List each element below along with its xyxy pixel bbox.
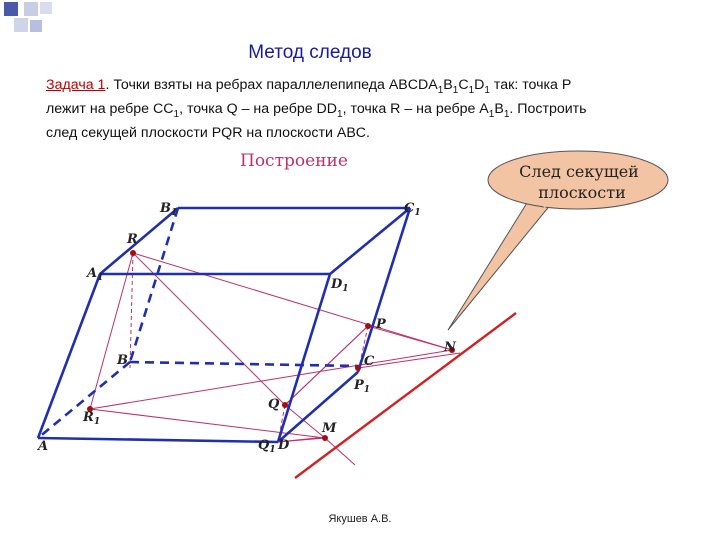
subscript: 1: [337, 108, 343, 120]
author-footer: Якушев А.В.: [328, 513, 392, 525]
label-C: C: [364, 354, 375, 369]
label-R1: $R_1$: [83, 410, 101, 427]
label-B1: $B_1$: [160, 201, 178, 218]
construction-label: Построение: [240, 151, 348, 171]
label-P1: $P_1$: [354, 378, 371, 395]
label-Q: Q: [268, 397, 280, 412]
subscript: 1: [452, 84, 459, 96]
task-text: , точка R – на ребре A: [342, 100, 489, 117]
subscript: 1: [503, 108, 510, 120]
label-N: N: [444, 340, 456, 355]
label-D1: $D_1$: [331, 277, 349, 294]
task-label: Задача 1: [46, 77, 106, 93]
task-text: . Построить: [509, 100, 587, 117]
task-text: B: [494, 100, 504, 117]
page-title: Метод следов: [248, 42, 372, 63]
parallelepiped-edges: [38, 208, 410, 442]
label-Q1: $Q_1$: [258, 438, 276, 455]
subscript: 1: [484, 84, 490, 96]
subscript: 1: [173, 108, 180, 120]
point-R: [130, 250, 136, 256]
task-text: след секущей плоскости PQR на плоскости ABC.: [46, 124, 370, 141]
label-R: R: [127, 232, 138, 247]
label-C1: $C_1$: [404, 201, 421, 218]
subscript: 1: [437, 84, 444, 96]
point-Q: [282, 402, 288, 408]
task-text: B: [443, 77, 453, 93]
task-text: . Точки взяты на ребрах параллелепипеда ABCDA: [105, 77, 438, 93]
label-A: A: [38, 439, 49, 454]
callout-text-1: След секущей: [519, 162, 639, 181]
task-text: D: [474, 77, 485, 93]
construction-lines: [90, 253, 452, 465]
task-text: , точка Q – на ребре DD: [179, 100, 338, 117]
hidden-edges: [38, 208, 358, 438]
subscript: 1: [488, 108, 495, 120]
label-P: P: [376, 317, 386, 332]
callout-text-2: плоскости: [538, 183, 626, 202]
trace-line: [295, 313, 516, 478]
subscript: 1: [468, 84, 475, 96]
label-B: B: [117, 353, 128, 368]
label-A1: $A_1$: [87, 266, 104, 283]
task-text: так: точка P: [489, 77, 572, 93]
task-text: C: [458, 77, 469, 93]
callout-bubble: [448, 151, 668, 330]
label-M: M: [322, 421, 337, 436]
points: [87, 250, 455, 441]
point-P1: [355, 365, 361, 371]
task-text: лежит на ребре CC: [46, 100, 174, 117]
point-P: [365, 323, 371, 329]
label-D: D: [278, 438, 290, 453]
